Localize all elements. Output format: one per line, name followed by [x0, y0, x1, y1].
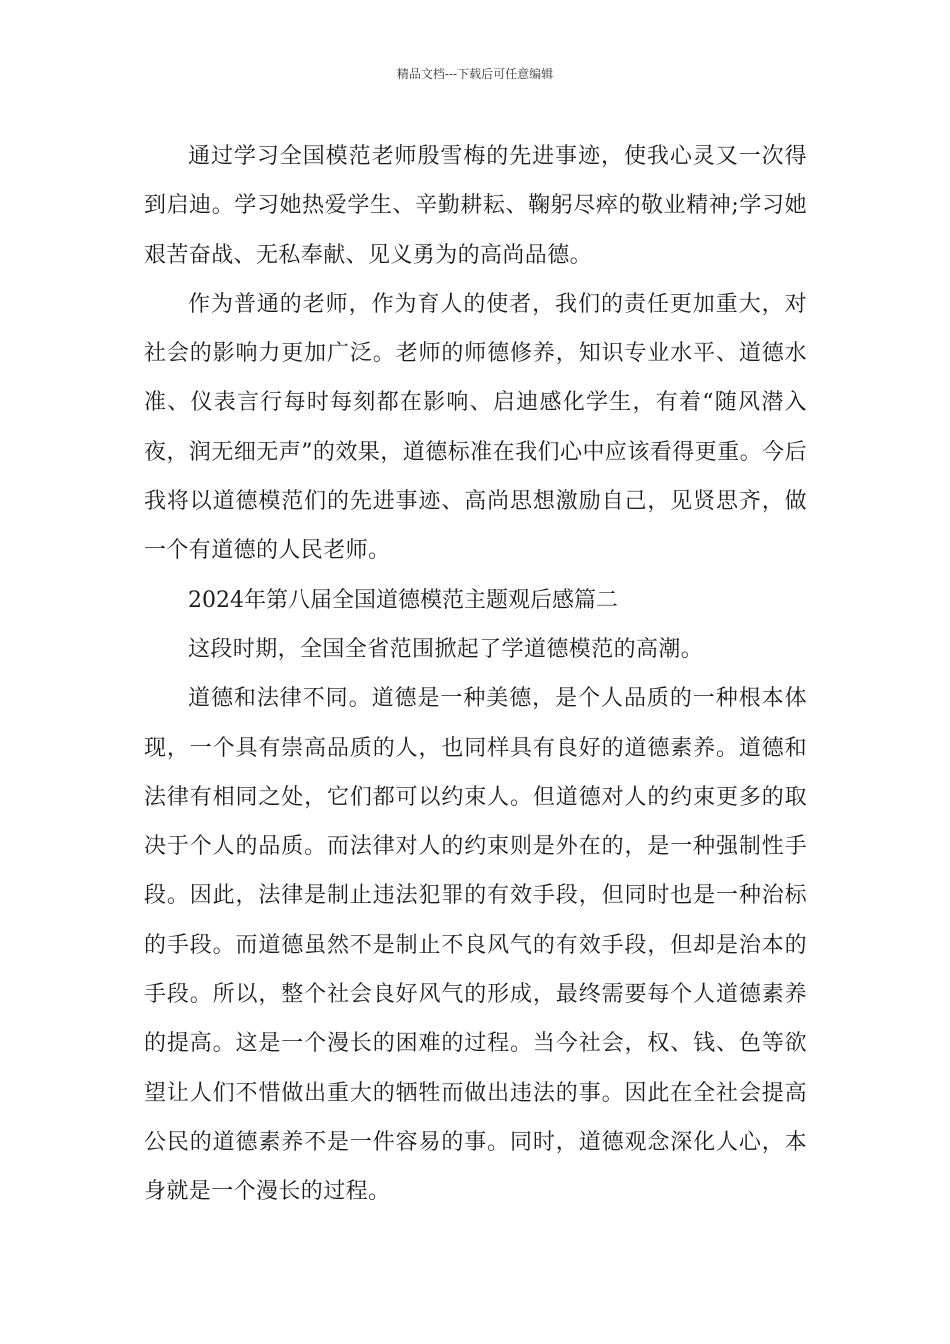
paragraph-2: 作为普通的老师，作为育人的使者，我们的责任更加重大，对社会的影响力更加广泛。老师的师德修养，知识专业水平、道德水准、仪表言行每时每刻都在影响、启迪感化学生，有着“随风潜入夜，润无细无声”的效果，道德标准在我们心中应该看得更重。今后我将以道德模范们的先进事迹、高尚思想激励自己，见贤思齐，做一个有道德的人民老师。: [144, 291, 807, 564]
paragraph-1: 通过学习全国模范老师殷雪梅的先进事迹，使我心灵又一次得到启迪。学习她热爱学生、辛勤耕耘、鞠躬尽瘁的敬业精神;学习她艰苦奋战、无私奉献、见义勇为的高尚品德。: [144, 144, 807, 268]
paragraph-3: 这段时期，全国全省范围掀起了学道德模范的高潮。: [188, 636, 704, 662]
section-heading: 2024年第八届全国道德模范主题观后感篇二: [188, 587, 618, 613]
page-header: 精品文档---下载后可任意编辑: [396, 67, 554, 81]
paragraph-4: 道德和法律不同。道德是一种美德，是个人品质的一种根本体现，一个具有崇高品质的人，也同样具有良好的道德素养。道德和法律有相同之处，它们都可以约束人。但道德对人的约束更多的取决于个人的品质。而法律对人的约束则是外在的，是一种强制性手段。因此，法律是制止违法犯罪的有效手段，但同时也是一种治标的手段。而道德虽然不是制止不良风气的有效手段，但却是治本的手段。所以，整个社会良好风气的形成，最终需要每个人道德素养的提高。这是一个漫长的困难的过程。当今社会，权、钱、色等欲望让人们不惜做出重大的牺牲而做出违法的事。因此在全社会提高公民的道德素养不是一件容易的事。同时，道德观念深化人心，本身就是一个漫长的过程。: [144, 686, 807, 1205]
document-body: [144, 132, 807, 1217]
